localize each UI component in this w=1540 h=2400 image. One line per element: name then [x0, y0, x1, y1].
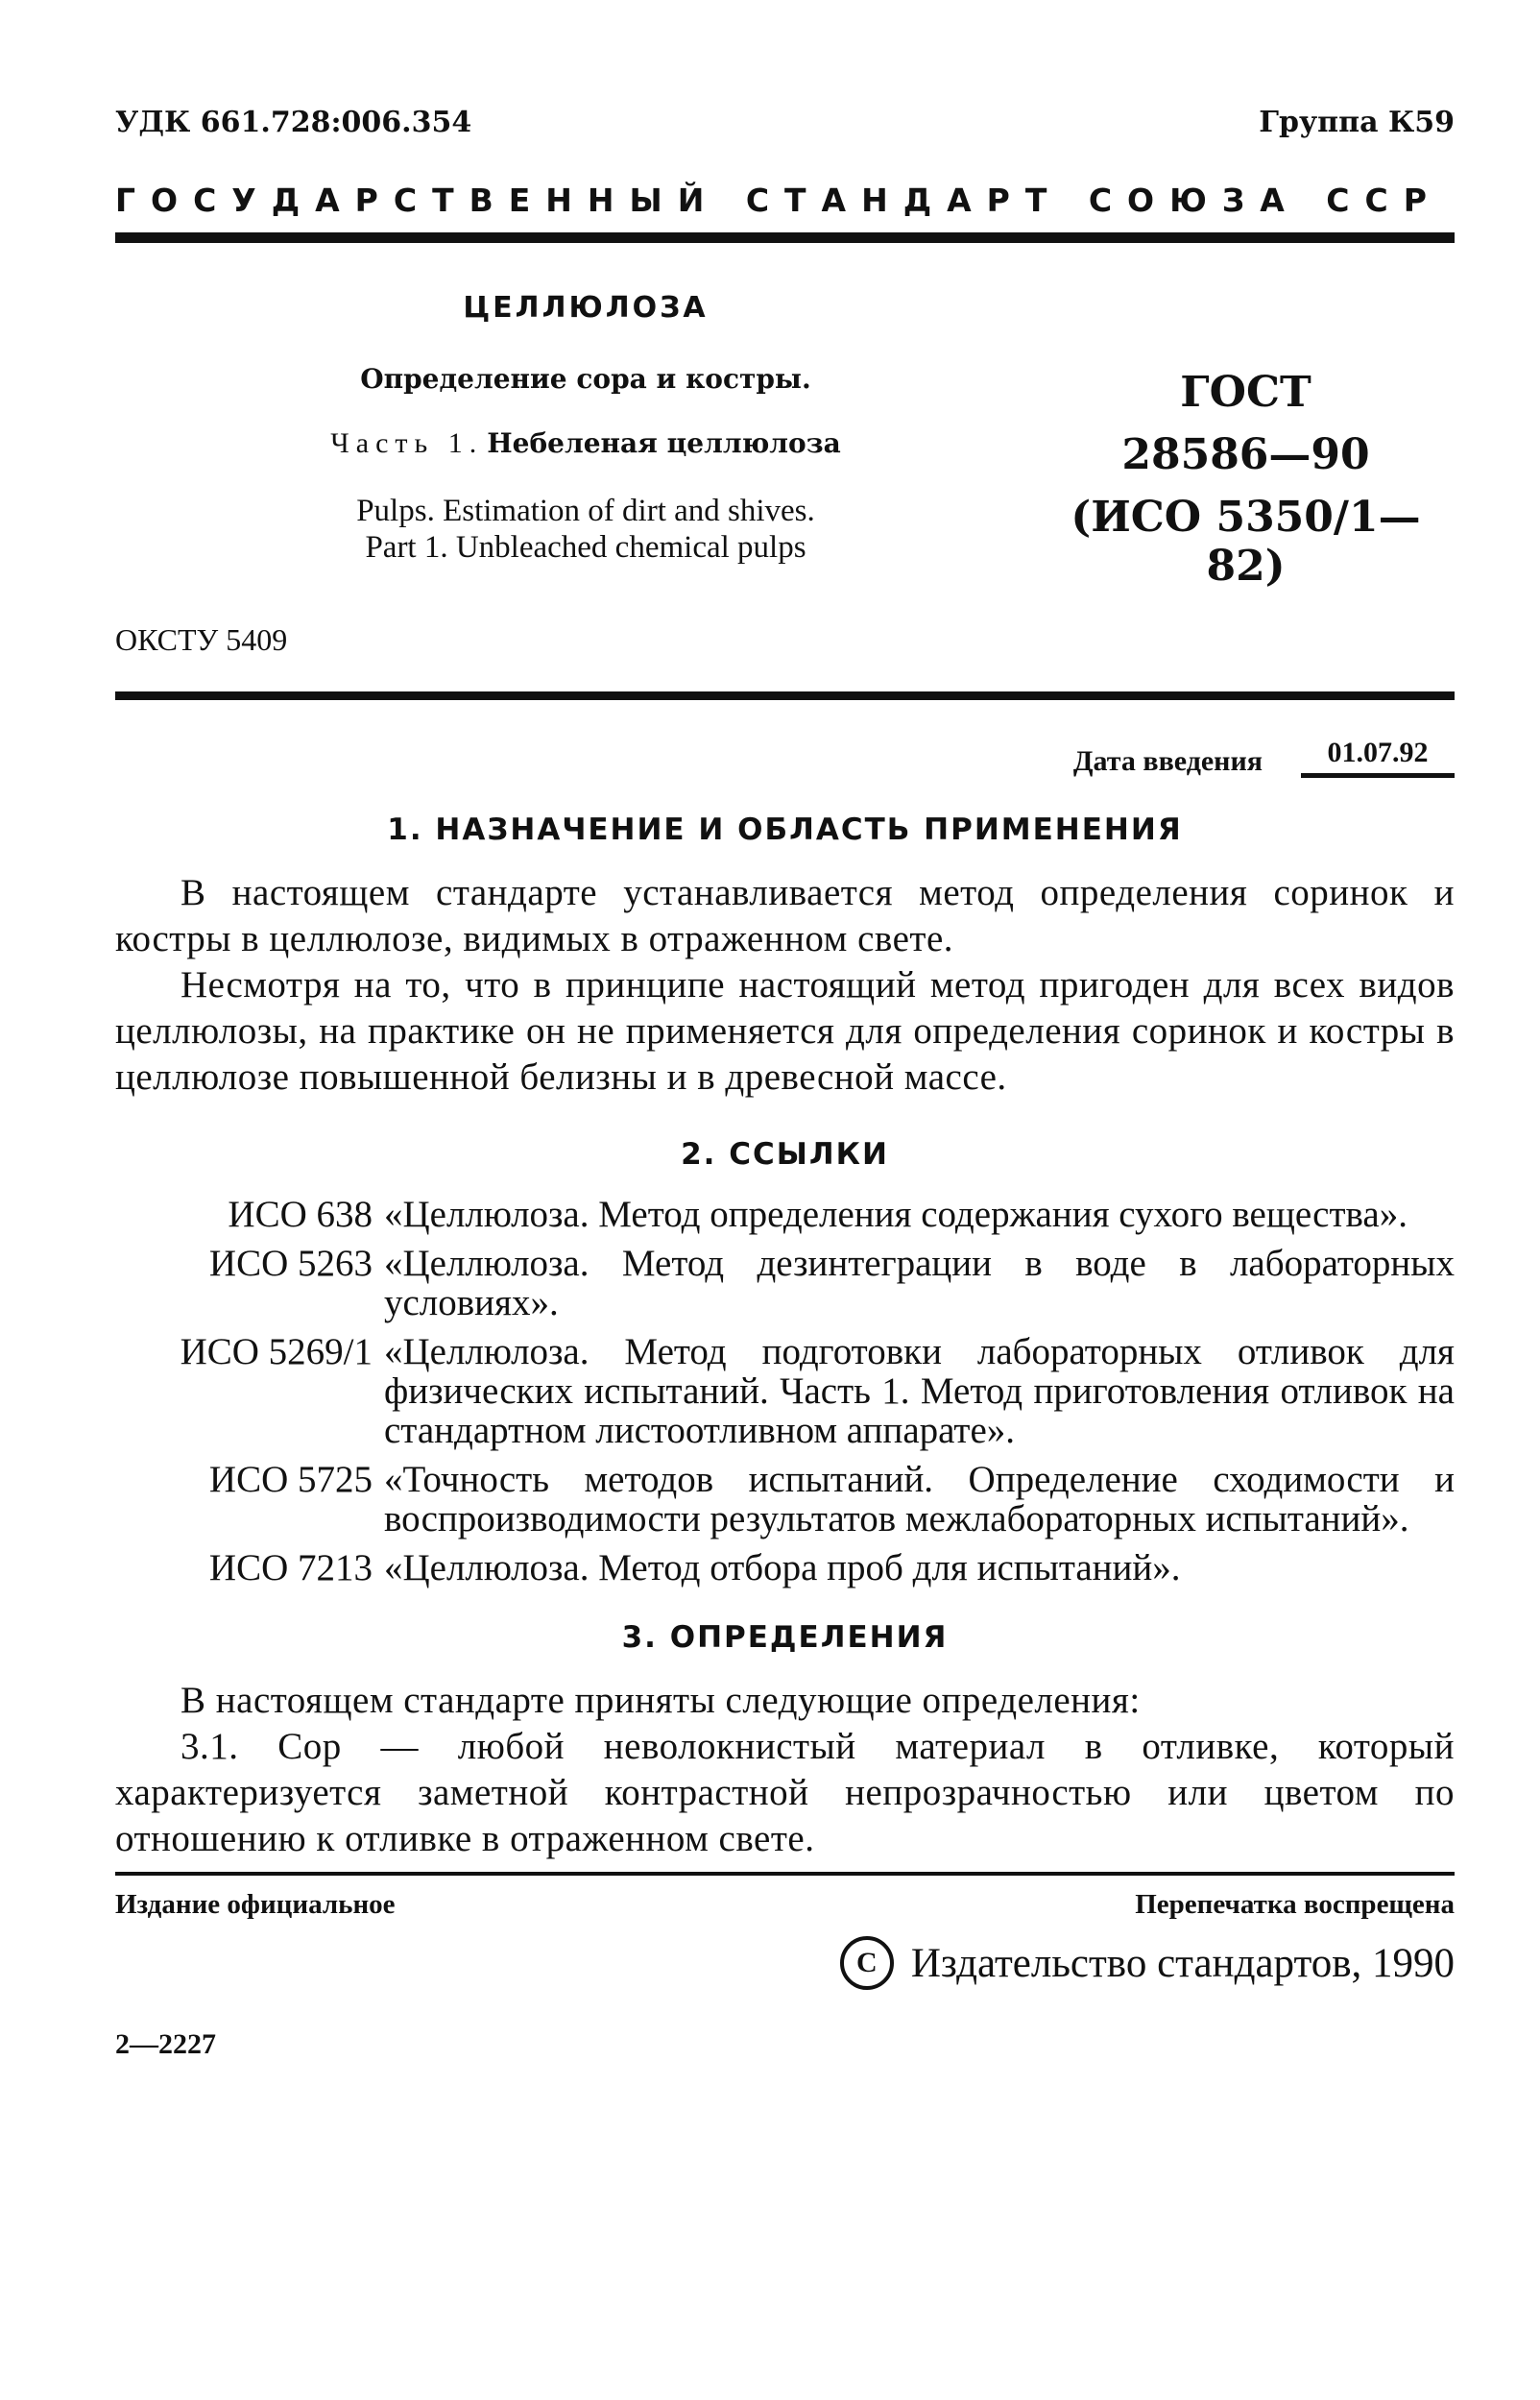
- section-1-paragraph-1: В настоящем стандарте устанавливается метод определения соринок и костры в целлюлозе, видимых в отраженном свете.: [115, 872, 1455, 959]
- reference-title: «Целлюлоза. Метод определения содержания сухого вещества».: [384, 1194, 1408, 1235]
- reference-code: ИСО 638: [228, 1194, 373, 1235]
- udk-code: УДК 661.728:006.354: [115, 106, 472, 139]
- intro-date-label: Дата введения: [1072, 745, 1263, 777]
- copyright-icon: C: [840, 1936, 894, 1990]
- gost-label: ГОСТ: [1180, 368, 1311, 417]
- reference-title: «Целлюлоза. Метод подготовки лабораторных отливок для физических испытаний. Часть 1. Метод приготовления отливок на стандартном листоотливном аппарате».: [384, 1331, 1455, 1451]
- reference-code: ИСО 5269/1: [180, 1331, 373, 1372]
- document-page: [115, 106, 1455, 2061]
- title-left-column: [115, 291, 1056, 566]
- footer-divider: [115, 1872, 1455, 1876]
- intro-date-value: 01.07.92: [1301, 737, 1455, 778]
- official-edition: Издание официальное: [115, 1889, 396, 1920]
- state-standard-title: ГОСУДАРСТВЕННЫЙ СТАНДАРТ СОЮЗА ССР: [115, 182, 1442, 219]
- part-line: [115, 427, 1056, 460]
- reference-item: [115, 1332, 1455, 1450]
- okstu-code: ОКСТУ 5409: [115, 622, 288, 657]
- section-2-heading: 2. ССЫЛКИ: [681, 1137, 889, 1172]
- group-code: Группа К59: [1259, 106, 1455, 139]
- intro-date: [115, 737, 1455, 778]
- section-3-body: [115, 1678, 1455, 1862]
- reference-item: [115, 1195, 1455, 1234]
- section-3-paragraph-2: 3.1. Сор — любой неволокнистый материал в отливке, который характеризуется заметной контрастной непрозрачностью или цветом по отношению к отливке в отраженном свете.: [115, 1726, 1455, 1859]
- iso-number: (ИСО 5350/1—82): [1071, 493, 1421, 591]
- reference-code: ИСО 5725: [208, 1459, 373, 1500]
- reference-title: «Целлюлоза. Метод отбора проб для испытаний».: [384, 1547, 1181, 1588]
- english-title-line1: Pulps. Estimation of dirt and shives.: [356, 494, 815, 528]
- reference-title: «Точность методов испытаний. Определение сходимости и воспроизводимости результатов межлабораторных испытаний».: [384, 1459, 1455, 1539]
- publisher-line: [115, 1936, 1455, 1990]
- reference-code: ИСО 7213: [208, 1547, 373, 1588]
- page-code: 2—2227: [115, 2028, 216, 2060]
- english-title-line2: Part 1. Unbleached chemical pulps: [365, 530, 806, 565]
- header-divider: [115, 232, 1455, 243]
- footer-row: [115, 1889, 1455, 1921]
- section-3-heading: 3. ОПРЕДЕЛЕНИЯ: [621, 1620, 949, 1655]
- standard-subtitle: Определение сора и костры.: [360, 363, 811, 395]
- gost-number: 28586—90: [1121, 430, 1370, 479]
- standard-title: ЦЕЛЛЮЛОЗА: [463, 291, 709, 325]
- publisher-name: Издательство стандартов, 1990: [910, 1940, 1455, 1986]
- part-label: Часть 1.: [330, 427, 484, 459]
- reference-item: [115, 1460, 1455, 1539]
- reference-item: [115, 1244, 1455, 1322]
- section-1-heading: 1. НАЗНАЧЕНИЕ И ОБЛАСТЬ ПРИМЕНЕНИЯ: [387, 812, 1183, 847]
- part-name: Небеленая целлюлоза: [487, 427, 841, 459]
- document-header: [115, 106, 1455, 139]
- references-list: [115, 1195, 1455, 1588]
- title-block: [115, 291, 1455, 694]
- section-1-paragraph-2: Несмотря на то, что в принципе настоящий метод пригоден для всех видов целлюлозы, на практике он не применяется для определения соринок и костры в целлюлозе повышенной белизны и в древесной массе.: [115, 964, 1455, 1098]
- reference-item: [115, 1548, 1455, 1588]
- gost-designation: [1037, 368, 1455, 591]
- reference-title: «Целлюлоза. Метод дезинтеграции в воде в лабораторных условиях».: [384, 1243, 1455, 1323]
- reprint-notice: Перепечатка воспрещена: [1135, 1889, 1455, 1920]
- section-1-body: [115, 870, 1455, 1101]
- english-title: [115, 493, 1056, 566]
- section-3-paragraph-1: В настоящем стандарте приняты следующие определения:: [180, 1680, 1141, 1721]
- reference-code: ИСО 5263: [208, 1243, 373, 1284]
